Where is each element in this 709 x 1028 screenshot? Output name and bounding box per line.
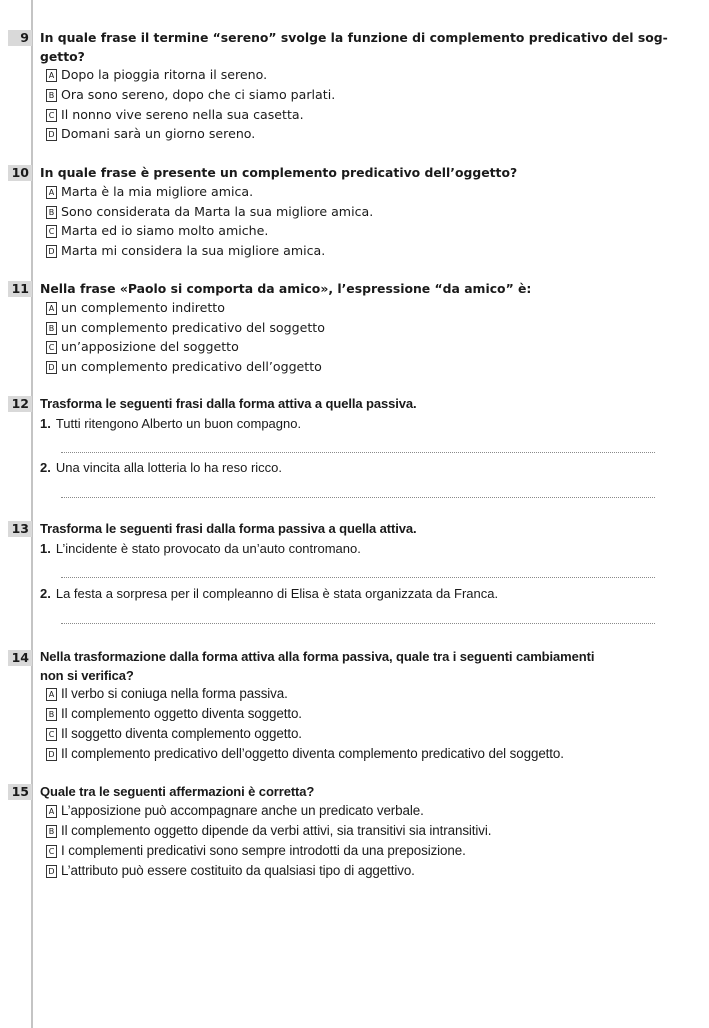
option-a[interactable] — [46, 182, 253, 201]
option-b[interactable] — [46, 318, 325, 337]
exercise-item-2 — [40, 458, 282, 477]
option-a[interactable] — [46, 801, 424, 820]
letter-box-b[interactable]: B — [46, 708, 57, 721]
item-text: L’incidente è stato provocato da un’auto contromano. — [55, 541, 361, 556]
question-text — [40, 647, 670, 685]
letter-box-a[interactable]: A — [46, 805, 57, 818]
option-text: Marta mi considera la sua migliore amica. — [61, 243, 326, 258]
option-text: un complemento predicativo dell’oggetto — [61, 359, 322, 374]
letter-box-a[interactable]: A — [46, 302, 57, 315]
answer-line[interactable] — [61, 577, 655, 578]
option-text: Il soggetto diventa complemento oggetto. — [61, 726, 302, 741]
option-text: un’apposizione del soggetto — [61, 339, 239, 354]
question-text: Quale tra le seguenti affermazioni è corretta? — [40, 784, 315, 799]
option-c[interactable] — [46, 337, 239, 356]
letter-box-b[interactable]: B — [46, 89, 57, 102]
letter-box-d[interactable]: D — [46, 245, 57, 258]
answer-line[interactable] — [61, 497, 655, 498]
letter-box-a[interactable]: A — [46, 186, 57, 199]
option-text: L’apposizione può accompagnare anche un predicato verbale. — [61, 803, 424, 818]
option-a[interactable] — [46, 65, 267, 84]
option-text: Il verbo si coniuga nella forma passiva. — [61, 686, 288, 701]
question-text-line: getto? — [40, 49, 85, 64]
option-text: Marta è la mia migliore amica. — [61, 184, 254, 199]
option-text: L’attributo può essere costituito da qualsiasi tipo di aggettivo. — [61, 863, 415, 878]
option-d[interactable] — [46, 241, 325, 260]
question-text — [40, 28, 670, 66]
question-text: Trasforma le seguenti frasi dalla forma passiva a quella attiva. — [40, 521, 417, 536]
item-number: 2. — [40, 460, 51, 475]
option-d[interactable] — [46, 744, 564, 763]
question-text-line: non si verifica? — [40, 668, 134, 683]
option-c[interactable] — [46, 841, 466, 860]
question-text: Trasforma le seguenti frasi dalla forma attiva a quella passiva. — [40, 396, 417, 411]
letter-box-d[interactable]: D — [46, 361, 57, 374]
letter-box-c[interactable]: C — [46, 341, 57, 354]
question-text: In quale frase è presente un complemento predicativo dell’oggetto? — [40, 165, 518, 180]
option-b[interactable] — [46, 202, 373, 221]
question-text: Nella frase «Paolo si comporta da amico», l’espressione “da amico” è: — [40, 281, 532, 296]
question-number-badge: 10 — [8, 165, 32, 181]
option-text: Sono considerata da Marta la sua migliore amica. — [61, 204, 374, 219]
question-text-line: Nella trasformazione dalla forma attiva alla forma passiva, quale tra i seguenti cambiamenti — [40, 649, 595, 664]
option-text: Domani sarà un giorno sereno. — [61, 126, 256, 141]
option-d[interactable] — [46, 861, 415, 880]
letter-box-c[interactable]: C — [46, 225, 57, 238]
exercise-item-1 — [40, 539, 361, 558]
question-text-line: In quale frase il termine “sereno” svolge la funzione di complemento predicativo del sog- — [40, 30, 668, 45]
letter-box-d[interactable]: D — [46, 128, 57, 141]
option-text: un complemento indiretto — [61, 300, 225, 315]
question-number-badge: 9 — [8, 30, 32, 46]
letter-box-c[interactable]: C — [46, 845, 57, 858]
option-text: Il complemento oggetto dipende da verbi attivi, sia transitivi sia intransitivi. — [61, 823, 492, 838]
question-number-badge: 13 — [8, 521, 32, 537]
option-d[interactable] — [46, 357, 322, 376]
letter-box-c[interactable]: C — [46, 728, 57, 741]
item-number: 2. — [40, 586, 51, 601]
letter-box-a[interactable]: A — [46, 69, 57, 82]
letter-box-d[interactable]: D — [46, 865, 57, 878]
margin-rule — [31, 0, 33, 1028]
answer-line[interactable] — [61, 623, 655, 624]
option-c[interactable] — [46, 724, 302, 743]
option-b[interactable] — [46, 704, 302, 723]
question-number-badge: 11 — [8, 281, 32, 297]
answer-line[interactable] — [61, 452, 655, 453]
option-text: I complementi predicativi sono sempre introdotti da una preposizione. — [61, 843, 466, 858]
option-text: Il complemento oggetto diventa soggetto. — [61, 706, 302, 721]
letter-box-a[interactable]: A — [46, 688, 57, 701]
letter-box-c[interactable]: C — [46, 109, 57, 122]
letter-box-d[interactable]: D — [46, 748, 57, 761]
question-number-badge: 14 — [8, 650, 32, 666]
item-number: 1. — [40, 416, 51, 431]
letter-box-b[interactable]: B — [46, 825, 57, 838]
item-text: Una vincita alla lotteria lo ha reso ricco. — [55, 460, 283, 475]
option-c[interactable] — [46, 221, 268, 240]
option-text: Ora sono sereno, dopo che ci siamo parlati. — [61, 87, 336, 102]
option-text: un complemento predicativo del soggetto — [61, 320, 325, 335]
exercise-item-1 — [40, 414, 301, 433]
letter-box-b[interactable]: B — [46, 206, 57, 219]
letter-box-b[interactable]: B — [46, 322, 57, 335]
option-a[interactable] — [46, 684, 288, 703]
option-text: Marta ed io siamo molto amiche. — [61, 223, 269, 238]
option-text: Il nonno vive sereno nella sua casetta. — [61, 107, 304, 122]
item-text: La festa a sorpresa per il compleanno di Elisa è stata organizzata da Franca. — [55, 586, 499, 601]
option-text: Dopo la pioggia ritorna il sereno. — [61, 67, 268, 82]
item-text: Tutti ritengono Alberto un buon compagno. — [55, 416, 302, 431]
option-c[interactable] — [46, 105, 304, 124]
question-number-badge: 15 — [8, 784, 32, 800]
exercise-item-2 — [40, 584, 498, 603]
option-d[interactable] — [46, 124, 255, 143]
item-number: 1. — [40, 541, 51, 556]
option-a[interactable] — [46, 298, 225, 317]
option-b[interactable] — [46, 821, 491, 840]
option-text: Il complemento predicativo dell’oggetto diventa complemento predicativo del soggetto. — [61, 746, 564, 761]
question-number-badge: 12 — [8, 396, 32, 412]
option-b[interactable] — [46, 85, 335, 104]
